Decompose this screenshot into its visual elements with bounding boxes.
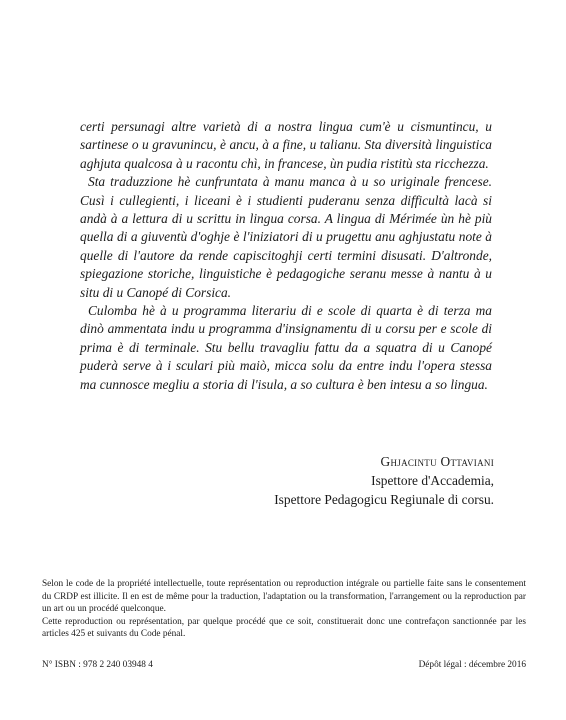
legal-deposit-text: Dépôt légal : décembre 2016 [418,660,526,670]
signature-block [274,452,494,509]
legal-paragraph-1: Selon le code de la propriété intellectuelle, toute représentation ou reproduction intégrale ou partielle faite sans le consentement du CRDP est illicite. Il en est de même pour la traduction, l'adaptation ou la transformation, l'arrangement ou la reproduction par un art ou un procédé quelconque. [42,579,526,615]
legal-paragraph-2: Cette reproduction ou représentation, par quelque procédé que ce soit, constituerait donc une contrefaçon sanctionnée par les articles 425 et suivants du Code pénal. [42,616,526,640]
signature-title-1: Ispettore d'Accademia, [371,473,494,488]
paragraph-3: Culomba hè à u programma literariu di e scole di quarta è di terza ma dinò ammentata indu u programma d'insignamentu di u corsu per e scole di prima è di terminale. Stu bellu travagliu fattu da a squatra di u Canopé puderà serve à i sculari più maiò, micca solu da entre indu l'opera stessa ma cunnosce megliu a storia di l'isula, a so cultura è ben intesu a so lingua. [80,303,492,392]
main-text [80,118,492,394]
isbn-text: N° ISBN : 978 2 240 03948 4 [42,660,153,670]
signature-name: Ghjacintu Ottaviani [380,454,494,469]
paragraph-2: Sta traduzzione hè cunfruntata à manu manca à u so uriginale frencese. Cusì i cullegienti, i liceani è i studienti puderanu senza difficultà lacà si andà à a lettura di u scrittu in lingua corsa. A lingua di Mérimée ùn hè più quella di a giuventù d'oghje è l'iniziatori di u prugettu anu aghjustatu note à quelle di l'autore da rende capiscitoghji certi termini disusati. D'altronde, spiegazione storiche, linguistiche è pedagogiche seranu messe à nantu à u situ di u Canopé di Corsica. [80,174,492,300]
footer [42,660,526,670]
legal-notice [42,578,526,641]
paragraph-1: certi persunagi altre varietà di a nostra lingua cum'è u cismuntincu, u sartinese o u gravunincu, è ancu, à a fine, u talianu. Sta diversità linguistica aghjuta qualcosa à u racontu chì, in francese, ùn pudia ristitù sta ricchezza. [80,119,492,171]
signature-title-2: Ispettore Pedagogicu Regiunale di corsu. [274,492,494,507]
